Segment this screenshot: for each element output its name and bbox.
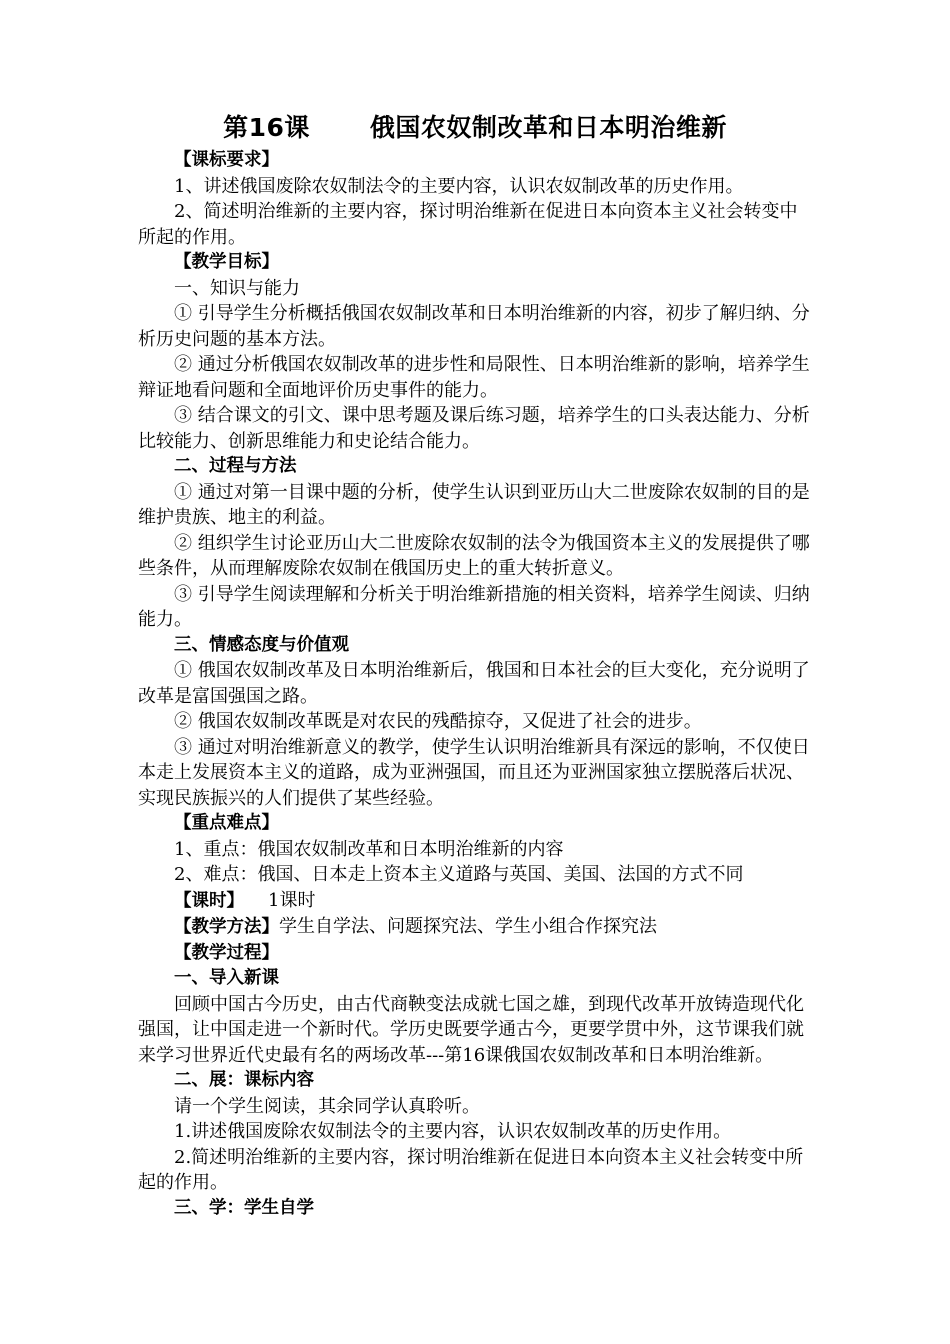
- keshi-value: 1课时: [268, 889, 316, 911]
- values-item-2: ② 俄国农奴制改革既是对农民的残酷掠夺，又促进了社会的进步。: [174, 711, 702, 732]
- step3-heading: 三、学：学生自学: [174, 1197, 314, 1218]
- fangfa-line: [138, 914, 814, 941]
- heading-guocheng: 【教学过程】: [174, 942, 279, 963]
- step2-heading: 二、展：课标内容: [174, 1070, 314, 1090]
- step1-heading: 一、导入新课: [174, 968, 279, 988]
- step1-text: 回顾中国古今历史，由古代商鞅变法成就七国之雄，到现代改革开放铸造现代化强国，让中国走进一个新时代。学历史既要学通古今，更要学贯中外，这节课我们就来学习世界近代史最有名的两场改革---第16课俄国农奴制改革和日本明治维新。: [138, 993, 804, 1066]
- knowledge-item-1: ① 引导学生分析概括俄国农奴制改革和日本明治维新的内容，初步了解归纳、分析历史问题的基本方法。: [138, 303, 810, 350]
- subheading-knowledge: 一、知识与能力: [174, 277, 300, 299]
- step2-item-2: 1.讲述俄国废除农奴制法令的主要内容，认识农奴制改革的历史作用。: [174, 1121, 732, 1142]
- kebiao-item-2: 2、简述明治维新的主要内容，探讨明治维新在促进日本向资本主义社会转变中所起的作用。: [138, 201, 798, 248]
- subheading-values: 三、情感态度与价值观: [174, 634, 349, 655]
- keshi-line: [138, 888, 814, 915]
- lesson-name: 俄国农奴制改革和日本明治维新: [369, 113, 727, 142]
- knowledge-item-3: ③ 结合课文的引文、课中思考题及课后练习题，培养学生的口头表达能力、分析比较能力、创新思维能力和史论结合能力。: [138, 405, 810, 452]
- heading-keshi: 【课时】: [174, 890, 244, 911]
- lesson-number: 第16课: [223, 113, 310, 142]
- heading-kebiao: 【课标要求】: [174, 150, 279, 170]
- zhongdian-item-2: 2、难点：俄国、日本走上资本主义道路与英国、美国、法国的方式不同: [174, 864, 744, 885]
- step2-item-1: 请一个学生阅读，其余同学认真聆听。: [174, 1095, 480, 1117]
- fangfa-value: 学生自学法、问题探究法、学生小组合作探究法: [279, 916, 657, 937]
- heading-zhongdian: 【重点难点】: [174, 813, 279, 833]
- knowledge-item-2: ② 通过分析俄国农奴制改革的进步性和局限性、日本明治维新的影响，培养学生辩证地看问题和全面地评价历史事件的能力。: [138, 354, 810, 401]
- kebiao-item-1: 1、讲述俄国废除农奴制法令的主要内容，认识农奴制改革的历史作用。: [174, 175, 744, 197]
- process-item-2: ② 组织学生讨论亚历山大二世废除农奴制的法令为俄国资本主义的发展提供了哪些条件，从而理解废除农奴制在俄国历史上的重大转折意义。: [138, 532, 810, 579]
- process-item-1: ① 通过对第一目课中题的分析，使学生认识到亚历山大二世废除农奴制的目的是维护贵族、地主的利益。: [138, 481, 810, 528]
- page-title: [0, 108, 950, 144]
- step2-item-3: 2.简述明治维新的主要内容，探讨明治维新在促进日本向资本主义社会转变中所起的作用。: [138, 1146, 804, 1193]
- values-item-1: ① 俄国农奴制改革及日本明治维新后，俄国和日本社会的巨大变化，充分说明了改革是富国强国之路。: [138, 660, 810, 707]
- heading-mubiao: 【教学目标】: [174, 252, 279, 272]
- heading-fangfa: 【教学方法】: [174, 917, 279, 937]
- document-body: [138, 148, 814, 1221]
- values-item-3: ③ 通过对明治维新意义的教学，使学生认识明治维新具有深远的影响，不仅使日本走上发展资本主义的道路，成为亚洲强国，而且还为亚洲国家独立摆脱落后状况、实现民族振兴的人们提供了某些经验。: [138, 736, 810, 809]
- zhongdian-item-1: 1、重点：俄国农奴制改革和日本明治维新的内容: [174, 838, 564, 860]
- process-item-3: ③ 引导学生阅读理解和分析关于明治维新措施的相关资料，培养学生阅读、归纳能力。: [138, 583, 810, 630]
- subheading-process: 二、过程与方法: [174, 456, 297, 476]
